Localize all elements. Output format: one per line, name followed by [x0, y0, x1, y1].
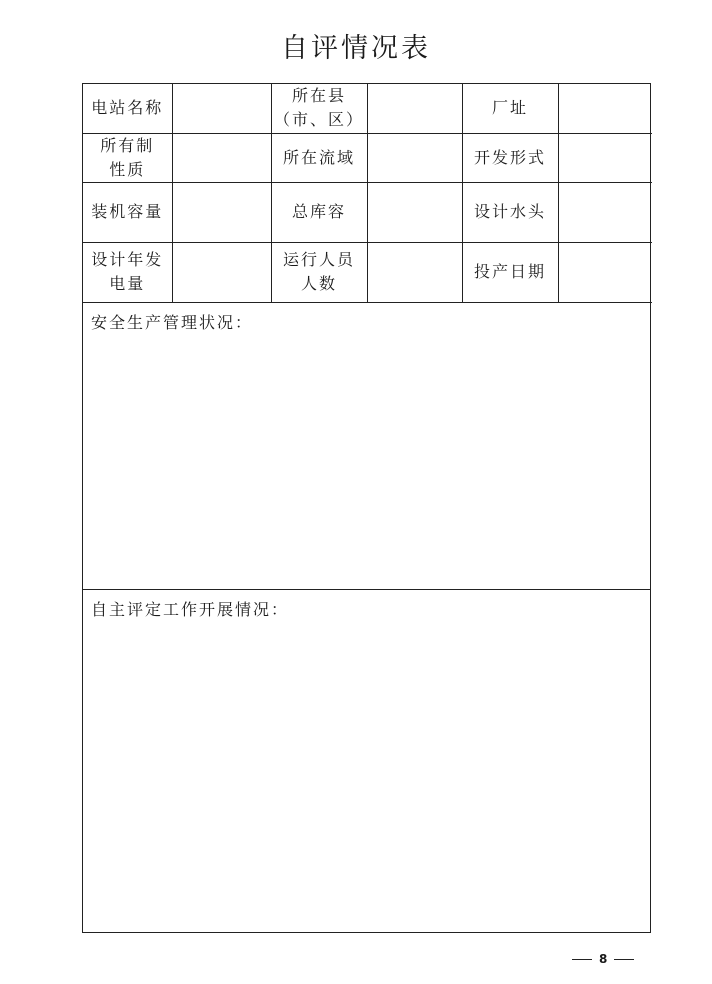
footer-dash-left: [572, 959, 592, 960]
table-label-cell: 设计年发 电量: [83, 242, 172, 302]
table-value-cell[interactable]: [367, 242, 462, 302]
table-label-cell: 所有制 性质: [83, 133, 172, 182]
table-value-cell[interactable]: [172, 182, 271, 242]
table-label-cell: 运行人员 人数: [271, 242, 367, 302]
table-row: [83, 242, 652, 302]
table-value-cell[interactable]: [172, 84, 271, 133]
station-info-table: [83, 84, 652, 303]
table-label-cell: 所在县 （市、区）: [271, 84, 367, 133]
table-value-cell[interactable]: [172, 133, 271, 182]
self-assessment-form: [82, 83, 651, 933]
page-title: 自评情况表: [281, 33, 431, 64]
table-label-cell: 总库容: [271, 182, 367, 242]
table-label-cell: 设计水头: [462, 182, 558, 242]
safety-management-label: 安全生产管理状况：: [91, 313, 254, 332]
table-value-cell[interactable]: [558, 133, 652, 182]
self-assessment-section: [83, 589, 650, 933]
table-row: [83, 133, 652, 182]
table-label-cell: 装机容量: [83, 182, 172, 242]
page-footer: [572, 952, 634, 966]
footer-dash-right: [614, 959, 634, 960]
self-assessment-label: 自主评定工作开展情况：: [91, 600, 290, 619]
table-value-cell[interactable]: [172, 242, 271, 302]
table-row: [83, 84, 652, 133]
table-value-cell[interactable]: [558, 182, 652, 242]
table-value-cell[interactable]: [367, 182, 462, 242]
table-label-cell: 投产日期: [462, 242, 558, 302]
table-label-cell: 开发形式: [462, 133, 558, 182]
table-row: [83, 182, 652, 242]
table-label-cell: 电站名称: [83, 84, 172, 133]
table-value-cell[interactable]: [558, 84, 652, 133]
table-label-cell: 所在流域: [271, 133, 367, 182]
table-value-cell[interactable]: [367, 133, 462, 182]
table-label-cell: 厂址: [462, 84, 558, 133]
safety-management-section: [83, 302, 650, 589]
page-number: 8: [599, 952, 608, 966]
table-value-cell[interactable]: [367, 84, 462, 133]
table-value-cell[interactable]: [558, 242, 652, 302]
